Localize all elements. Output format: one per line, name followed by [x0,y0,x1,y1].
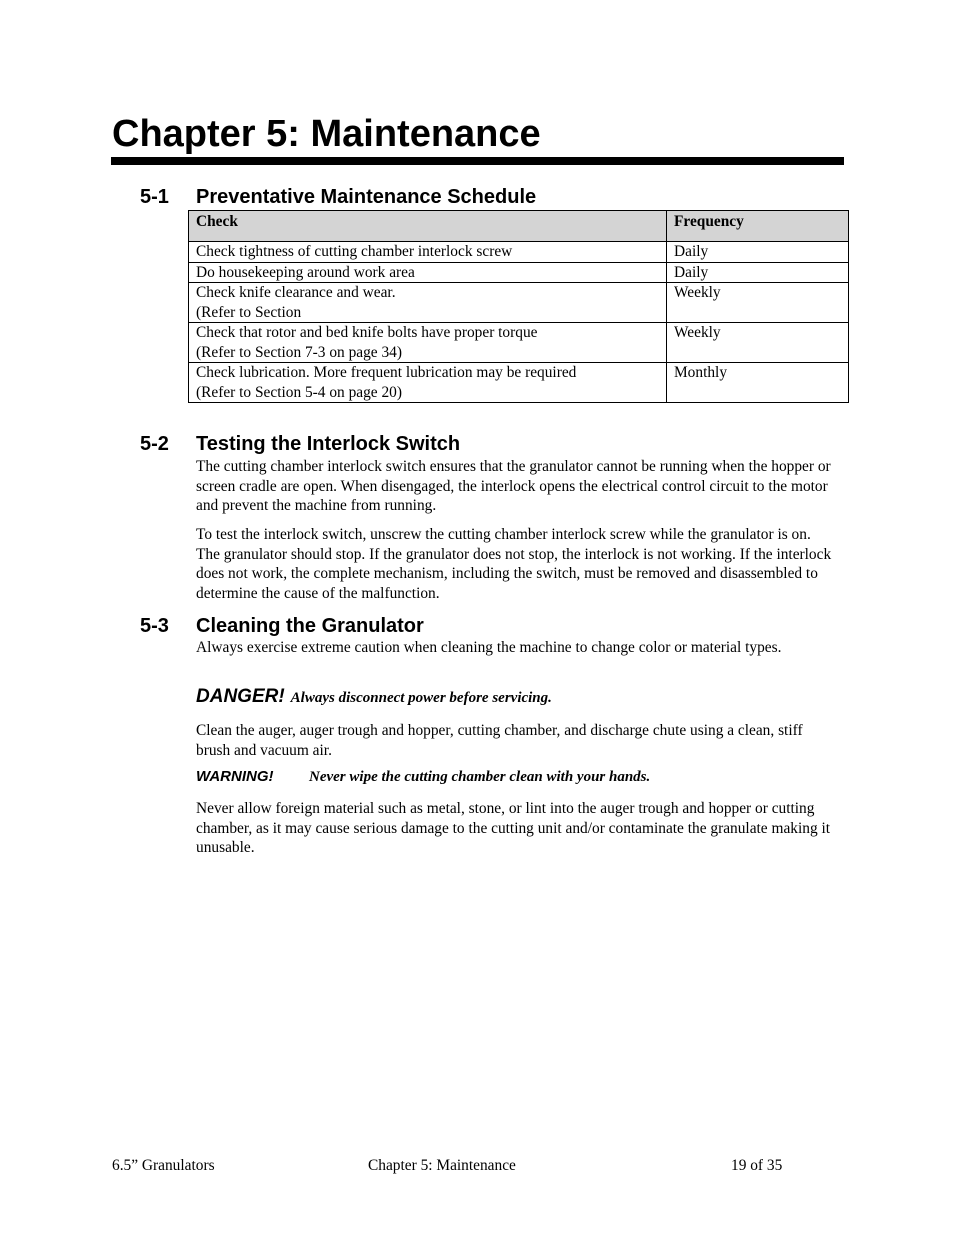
section-5-1-heading [140,185,536,209]
check-line: Check lubrication. More frequent lubrication may be required [196,364,577,381]
section-title: Cleaning the Granulator [196,615,424,637]
cleaning-instructions: Clean the auger, auger trough and hopper, cutting chamber, and discharge chute using a clean, stiff brush and vacuum air. [196,722,803,759]
danger-label: DANGER! [196,686,285,707]
frequency-cell: Daily [667,262,849,283]
check-line: (Refer to Section 5-4 on page 20) [196,383,402,401]
check-line: Do housekeeping around work area [196,263,415,281]
column-header-check: Check [189,211,667,242]
section-5-3-heading [140,614,424,638]
section-title: Preventative Maintenance Schedule [196,186,537,208]
table-row [189,323,849,363]
footer-page-number: 19 of 35 [731,1157,783,1174]
section-number: 5-2 [140,433,169,455]
table-row [189,283,849,323]
frequency-cell: Weekly [667,283,849,323]
section-title: Testing the Interlock Switch [196,433,461,455]
frequency-cell: Monthly [667,363,849,403]
title-rule [111,157,844,165]
table-row [189,262,849,283]
foreign-material-note: Never allow foreign material such as metal, stone, or lint into the auger trough and hopper or cutting chamber, as it may cause serious damage to the cutting unit and/or contaminate the granulate making it unusable. [196,800,831,857]
check-line: (Refer to Section [196,303,302,321]
interlock-test-procedure: To test the interlock switch, unscrew the cutting chamber interlock screw while the granulator is on. The granulator should stop. If the granulator does not stop, the interlock is not working. If the interlock does not work, the complete mechanism, including the switch, must be removed and disassembled to determine the cause of the malfunction. [196,526,832,603]
check-cell [189,363,667,403]
section-number: 5-3 [140,615,169,637]
danger-notice [196,686,552,708]
check-line: Check that rotor and bed knife bolts have proper torque [196,324,538,341]
warning-text: Never wipe the cutting chamber clean with your hands. [309,769,651,785]
frequency-cell: Daily [667,242,849,263]
check-cell [189,242,667,263]
check-line: Check tightness of cutting chamber interlock screw [196,243,513,260]
maintenance-schedule-table [188,210,849,403]
check-cell [189,283,667,323]
table-row [189,242,849,263]
cleaning-intro: Always exercise extreme caution when cleaning the machine to change color or material types. [196,639,782,656]
chapter-title: Chapter 5: Maintenance [112,113,541,155]
footer-document-title: 6.5” Granulators [112,1157,215,1174]
table-header-row [189,211,849,242]
column-header-frequency: Frequency [667,211,849,242]
check-cell [189,323,667,363]
check-cell [189,262,667,283]
section-5-2-heading [140,432,460,456]
frequency-cell: Weekly [667,323,849,363]
table-row [189,363,849,403]
check-line: (Refer to Section 7-3 on page 34) [196,343,402,361]
footer-chapter: Chapter 5: Maintenance [368,1157,516,1174]
danger-text: Always disconnect power before servicing. [290,690,552,706]
warning-label: WARNING! [196,768,274,785]
check-line: Check knife clearance and wear. [196,284,396,301]
warning-notice [196,768,650,786]
interlock-description: The cutting chamber interlock switch ensures that the granulator cannot be running when the hopper or screen cradle are open. When disengaged, the interlock opens the electrical control circuit to the motor and prevent the machine from running. [196,458,831,515]
section-number: 5-1 [140,186,169,208]
